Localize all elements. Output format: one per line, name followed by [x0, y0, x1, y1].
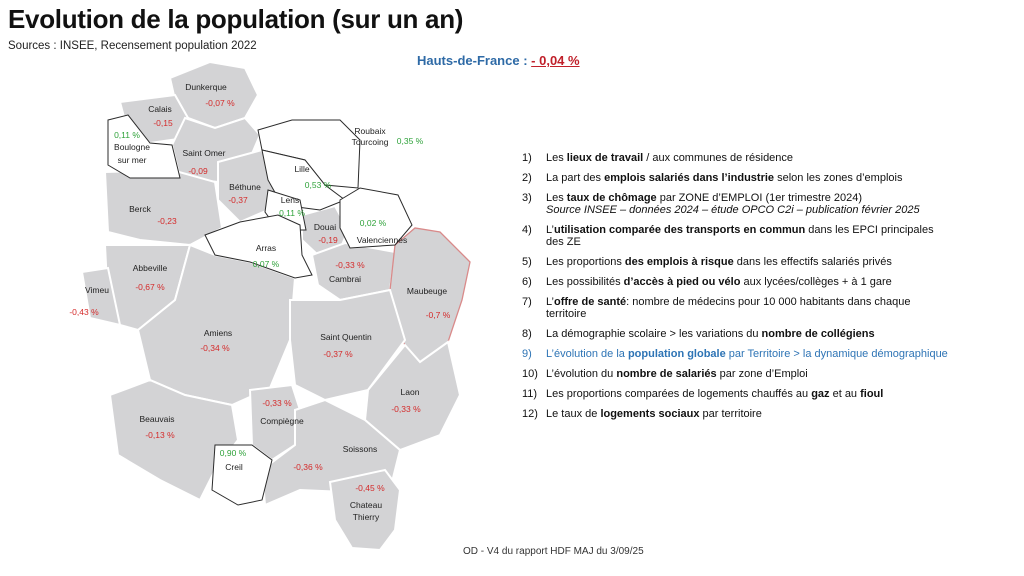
- label-boulogne-1: Boulogne: [114, 142, 150, 152]
- value-abbeville: -0,67 %: [135, 282, 165, 292]
- list-source: Source INSEE – données 2024 – étude OPCO C2i – publication février 2025: [546, 204, 920, 216]
- value-saint-quentin: -0,37 %: [323, 349, 353, 359]
- region-name: Hauts-de-France :: [417, 53, 528, 68]
- label-berck: Berck: [129, 204, 151, 214]
- list-text: La démographie scolaire > les variations du: [546, 328, 762, 340]
- label-cambrai: Cambrai: [328, 274, 362, 284]
- label-douai: Douai: [313, 222, 337, 232]
- list-number: 10): [522, 368, 538, 380]
- list-text: Les proportions comparées de logements chauffés au: [546, 388, 812, 400]
- label-bethune: Béthune: [229, 182, 261, 192]
- value-douai: -0,19: [318, 235, 338, 245]
- sources-note: Sources : INSEE, Recensement population 2022: [8, 40, 257, 52]
- list-text-bold: gaz: [811, 388, 830, 400]
- footer-note: OD - V4 du rapport HDF MAJ du 3/09/25: [463, 546, 644, 557]
- value-arras: 0,07 %: [252, 259, 280, 269]
- value-boulogne: 0,11 %: [114, 130, 140, 140]
- list-text-bold: lieux de travail: [566, 152, 644, 164]
- zone-chateau-thierry[interactable]: [330, 470, 400, 550]
- label-boulogne-2: sur mer: [117, 155, 147, 165]
- label-calais: Calais: [148, 104, 172, 114]
- label-chateau-2: Thierry: [352, 512, 380, 522]
- list-number: 12): [522, 408, 538, 420]
- list-text-bold: taux de chômage: [566, 192, 657, 204]
- value-dunkerque: -0,07 %: [205, 98, 235, 108]
- list-text-bold: nombre de collégiens: [761, 328, 875, 340]
- region-value: - 0,04 %: [531, 53, 580, 68]
- list-number: 6): [522, 276, 532, 288]
- label-dunkerque: Dunkerque: [185, 82, 227, 92]
- list-text: Les proportions: [546, 256, 625, 268]
- label-laon: Laon: [400, 387, 420, 397]
- value-maubeuge: -0,7 %: [425, 310, 451, 320]
- value-calais: -0,15: [153, 118, 173, 128]
- list-text: L’: [546, 296, 554, 308]
- value-beauvais: -0,13 %: [145, 430, 175, 440]
- list-text: par zone d’Emploi: [716, 368, 808, 380]
- list-text: Les: [546, 152, 567, 164]
- list-text-bold: population globale: [627, 348, 726, 360]
- list-number: 1): [522, 152, 532, 164]
- list-text: Les possibilités: [546, 276, 624, 288]
- label-roubaix-2: Tourcoing: [351, 137, 389, 147]
- value-roubaix: 0,35 %: [396, 136, 424, 146]
- label-soissons: Soissons: [342, 444, 378, 454]
- list-item[interactable]: [522, 256, 952, 268]
- value-berck: -0,23: [157, 216, 177, 226]
- label-chateau-1: Chateau: [349, 500, 383, 510]
- list-text: par ZONE d’EMPLOI (1er trimestre 2024): [656, 192, 863, 204]
- list-text: L’évolution du: [546, 368, 617, 380]
- list-number: 4): [522, 224, 532, 236]
- list-text: dans les effectifs salariés privés: [733, 256, 892, 268]
- list-text-bold: offre de santé: [553, 296, 627, 308]
- label-amiens: Amiens: [203, 328, 233, 338]
- list-number: 8): [522, 328, 532, 340]
- list-text: L’évolution de la: [546, 348, 628, 360]
- list-text: Le taux de: [546, 408, 601, 420]
- label-roubaix-1: Roubaix: [354, 126, 386, 136]
- list-item[interactable]: [522, 368, 952, 380]
- value-chateau: -0,45 %: [355, 483, 385, 493]
- list-item[interactable]: [522, 192, 952, 216]
- list-text: / aux communes de résidence: [643, 152, 794, 164]
- value-creil: 0,90 %: [219, 448, 247, 458]
- zone-berck[interactable]: [105, 170, 222, 245]
- label-compiegne: Compiègne: [260, 416, 304, 426]
- list-item[interactable]: [522, 224, 952, 248]
- value-bethune: -0,37: [228, 195, 248, 205]
- list-item[interactable]: [522, 388, 952, 400]
- list-text-bold: d’accès à pied ou vélo: [623, 276, 741, 288]
- value-lille: 0,53 %: [304, 180, 332, 190]
- list-text: : nombre de médecins pour 10 000 habitants dans chaque territoire: [546, 296, 911, 320]
- list-item[interactable]: [522, 172, 952, 184]
- value-soissons: -0,36 %: [293, 462, 323, 472]
- list-number: 11): [522, 388, 538, 400]
- label-saint-quentin: Saint Quentin: [320, 332, 372, 342]
- list-text: Les: [546, 192, 567, 204]
- page-title: Evolution de la population (sur un an): [8, 4, 464, 34]
- label-valenciennes: Valenciennes: [356, 235, 408, 245]
- list-number: 2): [522, 172, 532, 184]
- list-number: 5): [522, 256, 532, 268]
- list-item[interactable]: [522, 328, 952, 340]
- value-laon: -0,33 %: [391, 404, 421, 414]
- value-vimeu: -0,43 %: [69, 307, 99, 317]
- list-item[interactable]: [522, 276, 952, 288]
- list-item[interactable]: [522, 296, 952, 320]
- list-text-bold: des emplois à risque: [624, 256, 734, 268]
- value-amiens: -0,34 %: [200, 343, 230, 353]
- value-compiegne: -0,33 %: [262, 398, 292, 408]
- list-item-active[interactable]: [522, 348, 952, 360]
- list-text: par territoire: [699, 408, 762, 420]
- list-text: selon les zones d’emplois: [774, 172, 903, 184]
- list-text-bold: utilisation comparée des transports en commun: [553, 224, 806, 236]
- label-beauvais: Beauvais: [139, 414, 175, 424]
- value-lens: 0,11 %: [279, 208, 305, 218]
- list-text: par Territoire > la dynamique démographique: [725, 348, 948, 360]
- list-text: aux lycées/collèges + à 1 gare: [740, 276, 892, 288]
- list-text-bold: fioul: [860, 388, 884, 400]
- list-text: L’: [546, 224, 554, 236]
- list-item[interactable]: [522, 408, 952, 420]
- list-text: et au: [829, 388, 861, 400]
- value-valenciennes: 0,02 %: [359, 218, 387, 228]
- label-saint-omer: Saint Omer: [182, 148, 226, 158]
- list-text-bold: logements sociaux: [600, 408, 700, 420]
- label-creil: Creil: [225, 462, 243, 472]
- label-abbeville: Abbeville: [132, 263, 168, 273]
- label-maubeuge: Maubeuge: [406, 286, 448, 296]
- indicator-list: [522, 152, 952, 428]
- list-number: 9): [522, 348, 532, 360]
- label-vimeu: Vimeu: [85, 285, 109, 295]
- list-number: 3): [522, 192, 532, 204]
- list-item[interactable]: [522, 152, 952, 164]
- label-lens: Lens: [280, 195, 300, 205]
- value-saint-omer: -0,09: [188, 166, 208, 176]
- list-number: 7): [522, 296, 532, 308]
- value-cambrai: -0,33 %: [335, 260, 365, 270]
- label-arras: Arras: [255, 243, 277, 253]
- list-text: dans les EPCI principales des ZE: [546, 224, 934, 248]
- list-text-bold: emplois salariés dans l’industrie: [604, 172, 775, 184]
- label-lille: Lille: [294, 164, 310, 174]
- list-text: La part des: [546, 172, 605, 184]
- list-text-bold: nombre de salariés: [616, 368, 717, 380]
